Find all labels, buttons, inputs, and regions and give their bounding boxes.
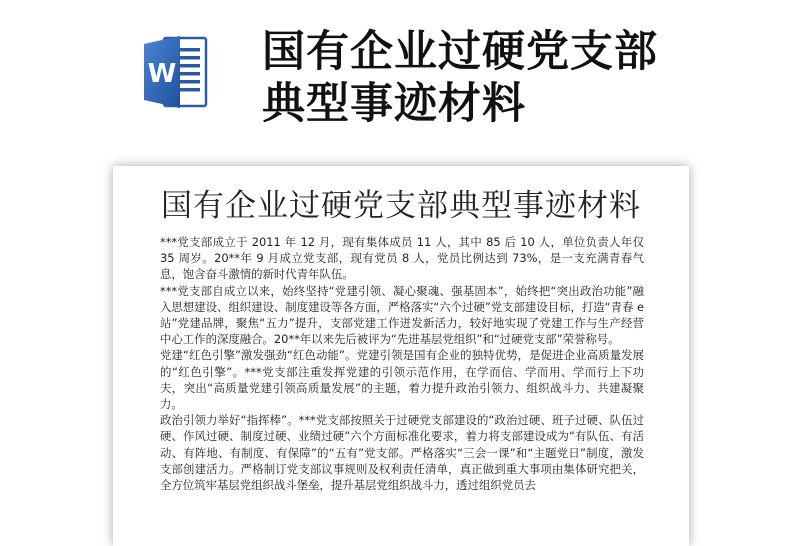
document-page <box>113 166 689 546</box>
paragraph: 政治引领力举好“指挥棒”。***党支部按照关于过硬党支部建设的“政治过硬、班子过硬、队伍过硬、作风过硬、制度过硬、业绩过硬”六个方面标准化要求，着力将支部建设成为“有队伍、有活动、有阵地、有制度、有保障”的“五有”党支部。严格落实“三会一课”和“主题党日”制度，激发支部创建活力。严格制订党支部议事规则及权利责任清单，真正做到重大事项由集体研究把关，全方位筑牢基层党组织战斗堡垒，提升基层党组织战斗力，透过组织党员去 <box>160 413 644 493</box>
page-heading-line-1: 国有企业过硬党支部 <box>262 27 658 77</box>
paragraph: ***党支部成立于 2011 年 12 月，现有集体成员 11 人，其中 85 后 10 人，单位负责人年仅 35 周岁。20**年 9 月成立党支部，现有党员 8 人，党员比例达到 73%，是一支充满青春气息，饱含奋斗激情的新时代青年队伍。 <box>160 235 644 282</box>
paragraph: 党建“红色引擎”激发强劲“红色动能”。党建引领是国有企业的独特优势，是促进企业高质量发展的“红色引擎”。***党支部注重发挥党建的引领示范作用，在学而信、学而用、学而行上下功夫，突出“高质量党建引领高质量发展”的主题，着力提升政治引领力、组织战斗力、共建凝聚力。 <box>160 348 644 412</box>
page-heading <box>262 26 782 130</box>
document-body <box>160 234 644 493</box>
word-icon <box>142 32 208 112</box>
header <box>0 0 800 160</box>
page-heading-line-2: 典型事迹材料 <box>262 79 526 129</box>
word-icon-letter: W <box>147 59 177 89</box>
document-title: 国有企业过硬党支部典型事迹材料 <box>161 188 641 224</box>
paragraph: ***党支部自成立以来，始终坚持“党建引领、凝心聚魂、强基固本”，始终把“突出政治功能”融入思想建设、组织建设、制度建设等各方面，严格落实“六个过硬”党支部建设目标，打造“青春 e 站”党建品牌，聚焦“五力”提升，支部党建工作迸发新活力，较好地实现了党建工作与生产经营中心工作的深度融合。20**年以来先后被评为“先进基层党组织”和“过硬党支部”荣誉称号。 <box>160 283 644 347</box>
